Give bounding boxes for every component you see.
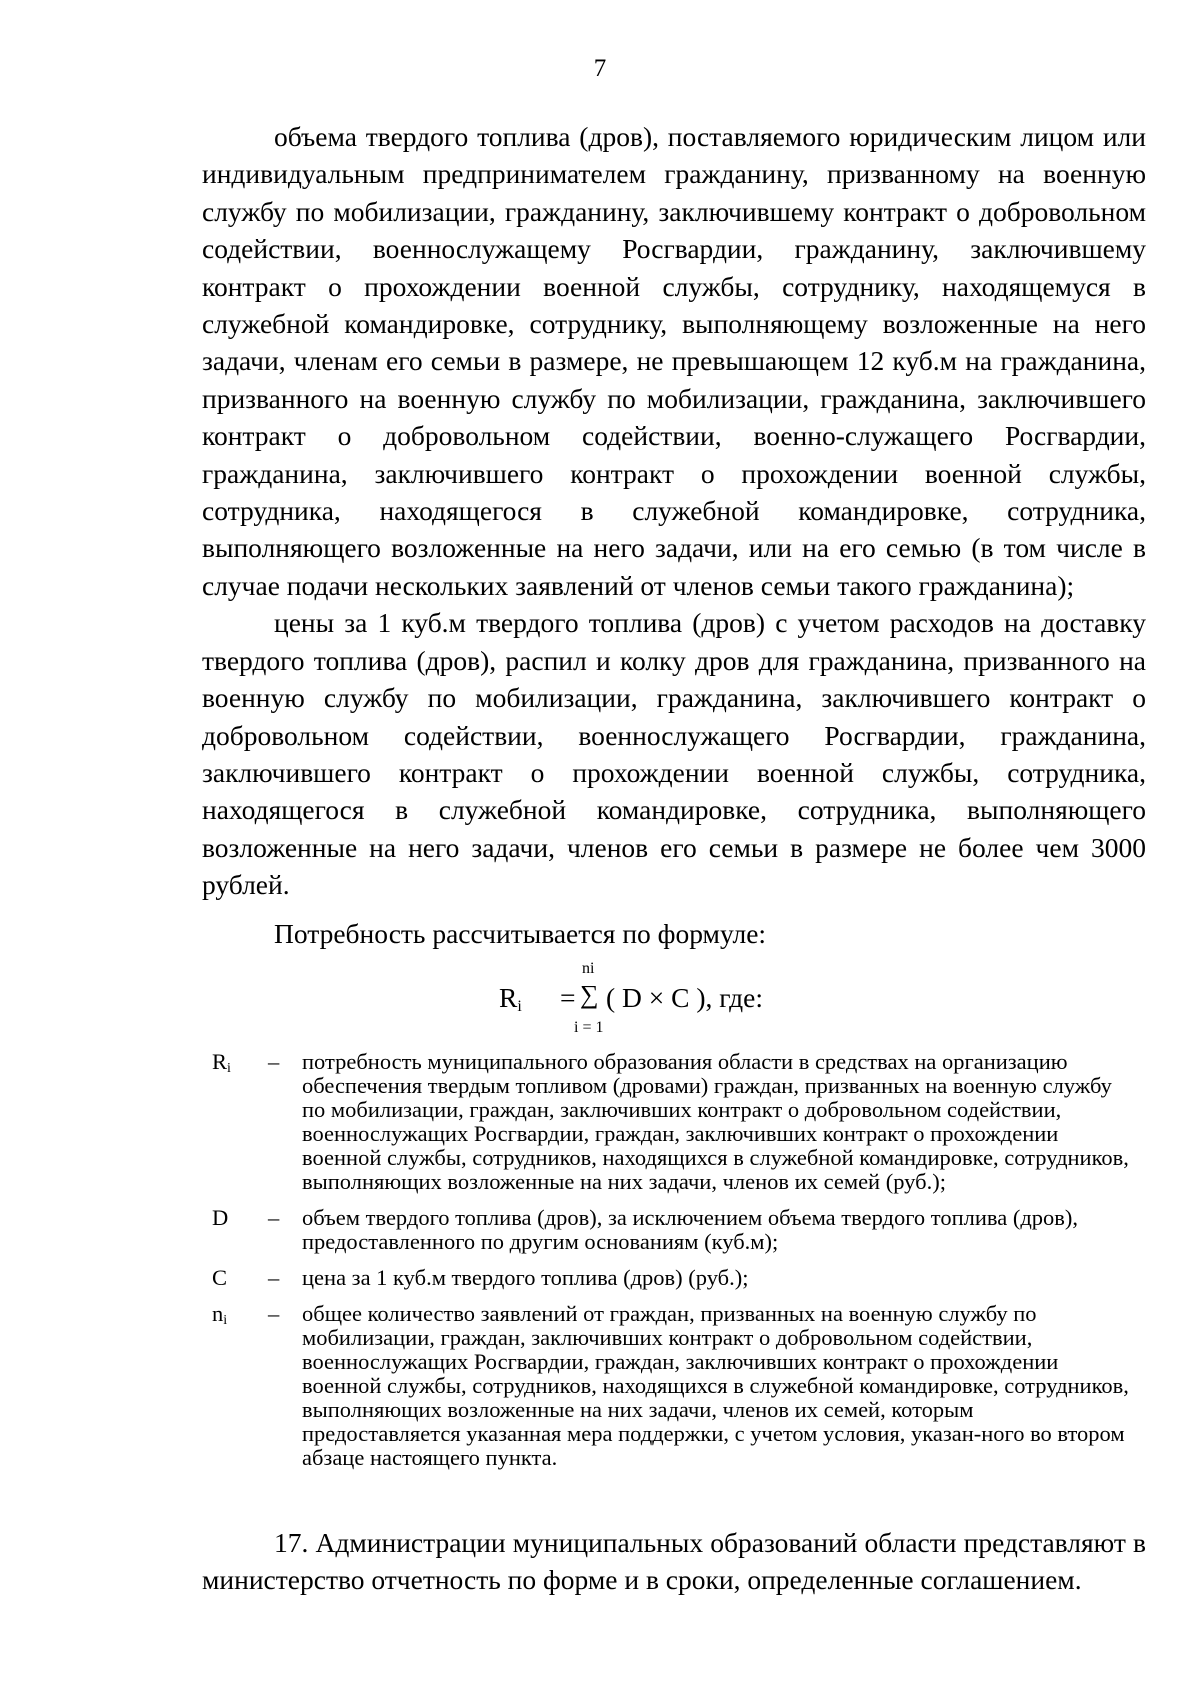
definition-symbol: C [212,1265,228,1290]
formula [494,960,824,1040]
definition-text: объем твердого топлива (дров), за исключением объема твердого топлива (дров), предоставленного по другим основаниям (куб.м); [302,1205,1079,1254]
definition-dash: – [268,1049,280,1074]
formula-expression: ( D × C ), где: [606,982,764,1013]
paragraph-fuel-price: цены за 1 куб.м твердого топлива (дров) с учетом расходов на доставку твердого топлива (дров), распил и колку дров для гражданина, призванного на военную службу по мобилизации, гражданина, заключившего контракт о добровольном содействии, военнослужащего Росгвардии, гражданина, заключившего контракт о прохождении военной службы, сотрудника, находящегося в служебной командировке, сотрудника, выполняющего возложенные на него задачи, членов его семьи в размере не более чем 3000 рублей. [202,607,1146,901]
body-text [202,118,1146,904]
definition-symbol: $R_i$ [212,1049,231,1076]
definition-item [202,1266,1146,1290]
definition-item [202,1050,1146,1194]
sum-upper-limit: ni [582,960,595,977]
sum-lower-limit: i = 1 [574,1019,604,1036]
formula-intro: Потребность рассчитывается по формуле: [274,918,767,949]
definition-item [202,1206,1146,1254]
definition-item [202,1302,1146,1470]
definition-dash: – [268,1205,280,1230]
sum-sigma: ∑ [580,980,599,1009]
paragraph-17-reporting: 17. Администрации муниципальных образований области представляют в министерство отчетность по форме и в сроки, определенные соглашением. [202,1527,1146,1596]
definition-symbol: $n_i$ [212,1301,228,1328]
formula-lhs: $R_i$ [499,982,522,1015]
closing-section [202,1524,1146,1599]
definitions-list [202,1050,1146,1482]
definition-text: цена за 1 куб.м твердого топлива (дров) (руб.); [302,1265,749,1290]
page-number: 7 [593,55,607,82]
definition-text: общее количество заявлений от граждан, призванных на военную службу по мобилизации, граждан, заключивших контракт о добровольном содействии, военнослужащих Росгвардии, граждан, заключивших контракт о прохождении военной службы, сотрудников, находящихся в служебной командировке, сотрудников, выполняющих возложенные на них задачи, членов их семей, которым предоставляется указанная мера поддержки, с учетом условия, указан-ного во втором абзаце настоящего пункта. [302,1301,1129,1470]
definition-text: потребность муниципального образования области в средствах на организацию обеспечения твердым топливом (дровами) граждан, призванных на военную службу по мобилизации, граждан, заключивших контракт о добровольном содействии, военнослужащих Росгвардии, граждан, заключивших контракт о прохождении военной службы, сотрудников, находящихся в служебной командировке, сотрудников, выполняющих возложенные на них задачи, членов их семей (руб.); [302,1049,1129,1194]
definition-dash: – [268,1265,280,1290]
paragraph-fuel-volume: объема твердого топлива (дров), поставляемого юридическим лицом или индивидуальным предпринимателем гражданину, призванному на военную службу по мобилизации, гражданину, заключившему контракт о добровольном содействии, военнослужащему Росгвардии, гражданину, заключившему контракт о прохождении военной службы, сотруднику, находящемуся в служебной командировке, сотруднику, выполняющему возложенные на него задачи, членам его семьи в размере, не превышающем 12 куб.м на гражданина, призванного на военную службу по мобилизации, гражданина, заключившего контракт о добровольном содействии, военно-служащего Росгвардии, гражданина, заключившего контракт о прохождении военной службы, сотрудника, находящегося в служебной командировке, сотрудника, выполняющего возложенные на него задачи, или на его семью (в том числе в случае подачи нескольких заявлений от членов семьи такого гражданина); [202,121,1146,601]
definition-dash: – [268,1301,280,1326]
definition-symbol: D [212,1205,229,1230]
formula-equals: = [560,982,576,1013]
